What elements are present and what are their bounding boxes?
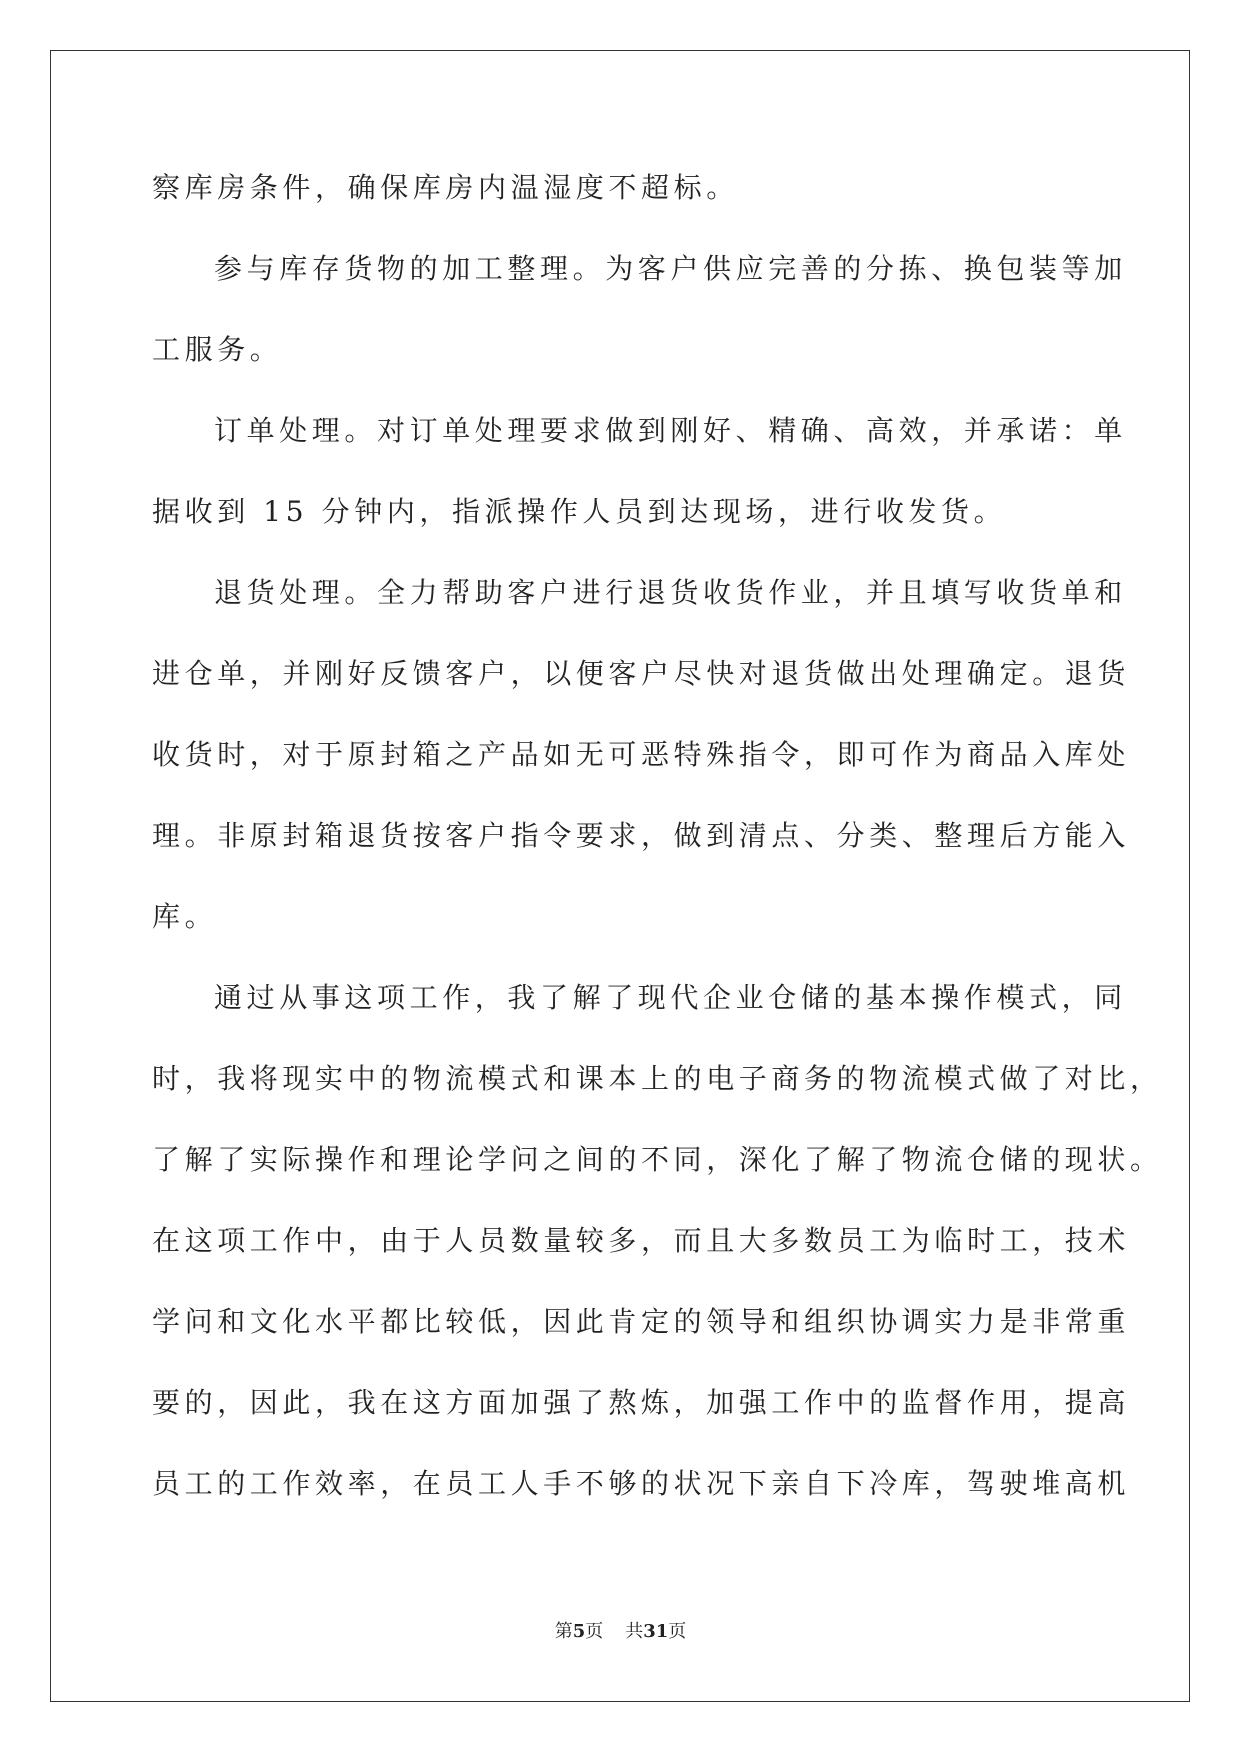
text-line: 工服务。	[152, 333, 283, 366]
text-line: 员工的工作效率，在员工人手不够的状况下亲自下冷库，驾驶堆高机	[152, 1467, 1131, 1500]
total-suffix: 页	[668, 1621, 687, 1642]
text-line: 在这项工作中，由于人员数量较多，而且大多数员工为临时工，技术	[152, 1224, 1131, 1257]
text-line: 收货时，对于原封箱之产品如无可恶特殊指令，即可作为商品入库处	[152, 738, 1131, 771]
text-line: 据收到 15 分钟内，指派操作人员到达现场，进行收发货。	[152, 495, 1007, 528]
page-number: 5	[572, 1621, 586, 1642]
text-line: 进仓单，并刚好反馈客户，以便客户尽快对退货做出处理确定。退货	[152, 657, 1131, 690]
page-suffix: 页	[585, 1621, 604, 1642]
text-line: 了解了实际操作和理论学问之间的不同，深化了解了物流仓储的现状。	[152, 1143, 1163, 1176]
page-prefix: 第	[554, 1621, 573, 1642]
page-footer	[0, 1617, 1241, 1643]
text-line: 理。非原封箱退货按客户指令要求，做到清点、分类、整理后方能入	[152, 819, 1131, 852]
total-prefix: 共	[625, 1621, 644, 1642]
total-pages: 31	[643, 1621, 669, 1642]
text-line: 退货处理。全力帮助客户进行退货收货作业，并且填写收货单和	[214, 576, 1127, 609]
text-line: 时，我将现实中的物流模式和课本上的电子商务的物流模式做了对比，	[152, 1062, 1163, 1095]
text-line: 学问和文化水平都比较低，因此肯定的领导和组织协调实力是非常重	[152, 1305, 1131, 1338]
text-line: 要的，因此，我在这方面加强了熬炼，加强工作中的监督作用，提高	[152, 1386, 1131, 1419]
text-line: 参与库存货物的加工整理。为客户供应完善的分拣、换包装等加	[214, 252, 1127, 285]
text-line: 察库房条件，确保库房内温湿度不超标。	[152, 171, 739, 204]
body-text	[152, 147, 1163, 1524]
text-line: 库。	[152, 900, 218, 933]
text-line: 订单处理。对订单处理要求做到刚好、精确、高效，并承诺：单	[214, 414, 1127, 447]
text-line: 通过从事这项工作，我了解了现代企业仓储的基本操作模式，同	[214, 981, 1127, 1014]
